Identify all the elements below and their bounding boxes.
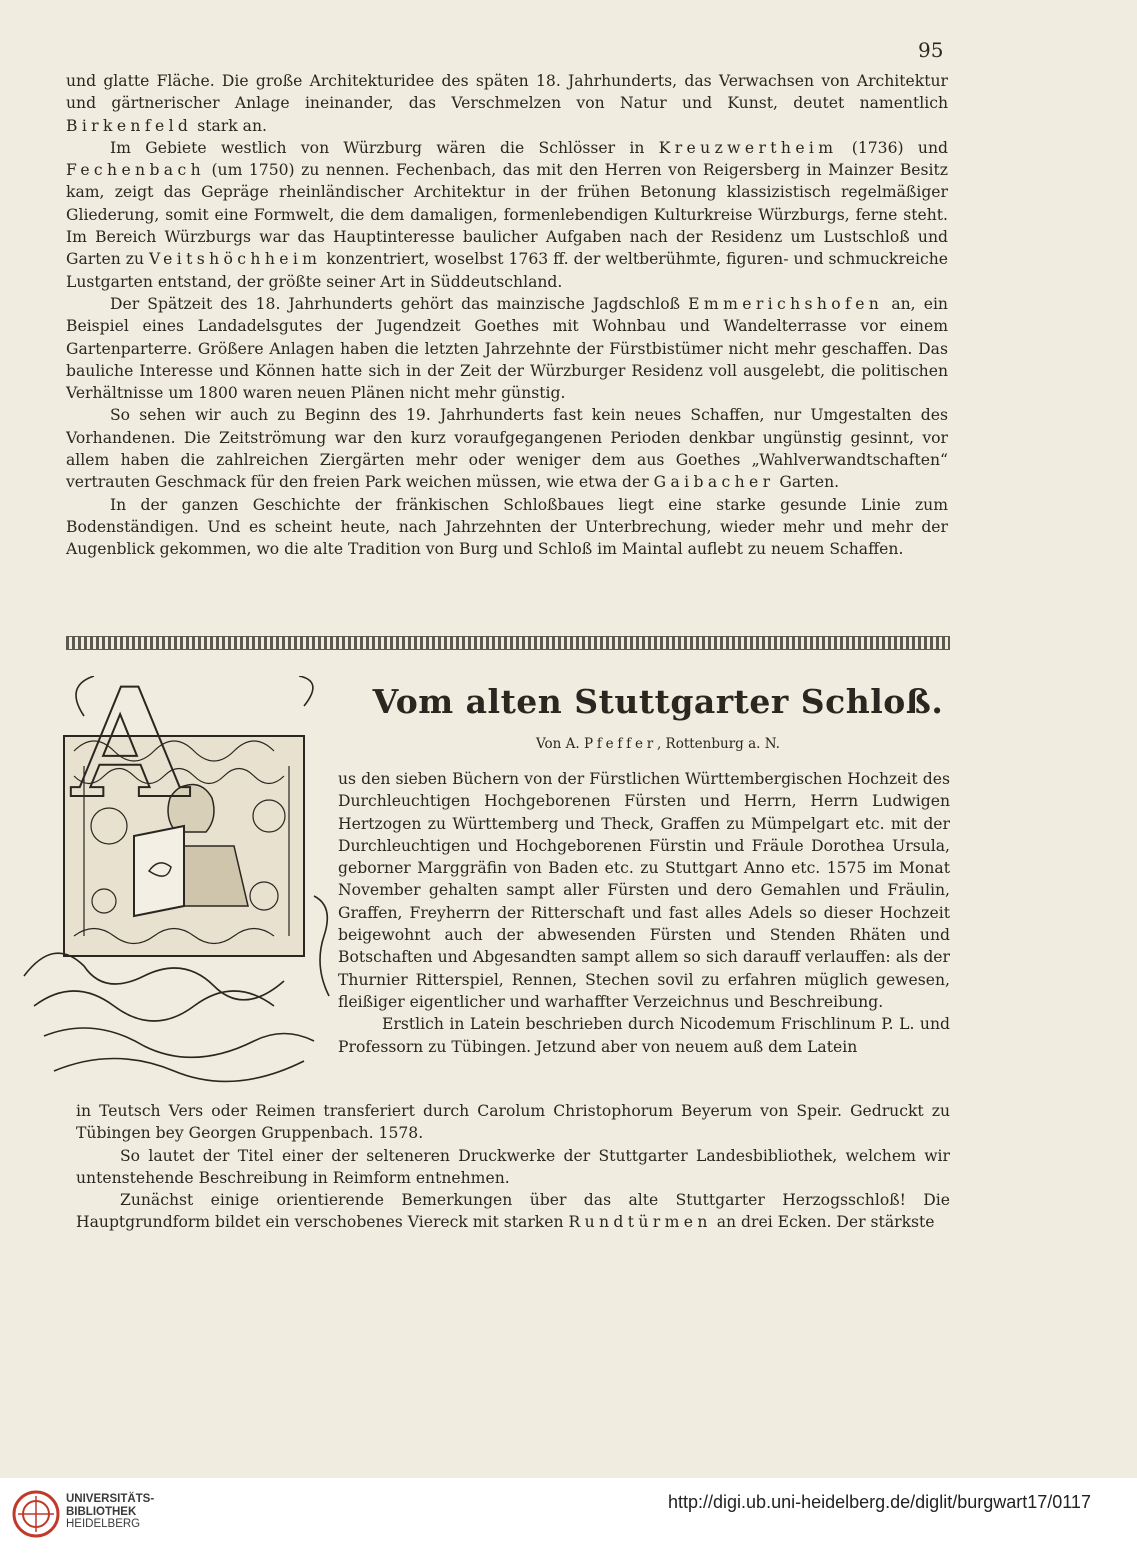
university-seal-icon [12, 1490, 60, 1538]
source-url-link[interactable]: http://digi.ub.uni-heidelberg.de/diglit/burgwart17/0117 [668, 1492, 1091, 1512]
text-column-beside-initial [338, 768, 950, 1058]
drop-initial-letter: A [72, 676, 189, 832]
paragraph: und glatte Fläche. Die große Architekturidee des späten 18. Jahrhunderts, das Verwachsen von Architektur und gärtnerischer Anlage ineinander, das Verschmelzen von Natur und Kunst, deutet namentlich Birkenfeld stark an. [66, 72, 948, 135]
paragraph: In der ganzen Geschichte der fränkischen Schloßbaues liegt eine starke gesunde Linie zum Bodenständigen. Und es scheint heute, nach Jahrzehnten der Unterbrechung, wieder mehr und mehr der Augenblick gekommen, wo die alte Tradition von Burg und Schloß im Maintal auflebt zu neuem Schaffen. [66, 495, 948, 559]
viewer-footer [0, 1478, 1137, 1559]
ornamental-divider [66, 636, 950, 650]
spaced-name: Fechenbach [66, 161, 205, 180]
paragraph: So sehen wir auch zu Beginn des 19. Jahrhunderts fast kein neues Schaffen, nur Umgestalten des Vorhandenen. Die Zeitströmung war den kurz voraufgegangenen Perioden denkbar ungünstig gesinnt, vor allem haben die zahlreichen Ziergärten mehr oder weniger dem aus Goethes „Wahlverwandtschaften“ vertrauten Geschmack für den freien Park weichen müssen, wie etwa der Gaibacher Garten. [66, 406, 948, 492]
text-column-bottom [76, 1100, 950, 1234]
paragraph: in Teutsch Vers oder Reimen transferiert durch Carolum Christophorum Beyerum von Speir. Gedruckt zu Tübingen bey Georgen Gruppenbach. 1578. [76, 1102, 950, 1143]
text-column-top [66, 70, 948, 561]
paragraph: us den sieben Büchern von der Fürstlichen Württembergischen Hochzeit des Durchleuchtigen Hochgeborenen Fürsten und Herrn, Herrn Ludwigen Hertzogen zu Württemberg und Theck, Graffen zu Mümpelgart etc. mit der Durchleuchtigen und Hochgeborenen Fürstin und Fräule Dorothea Ursula, geborner Marggräfin von Baden etc. zu Stuttgart Anno etc. 1575 im Monat November gehalten sampt aller Fürsten und dero Gemahlen und Fräulin, Graffen, Freyherrn der Ritterschaft und fast alles Adels so dieser Hochzeit beigewohnt auch der abwesenden Fürsten und Stenden Rhäten und Botschaften und Abgesandten sampt allem so sich darauff verlauffen: als der Thurnier Ritterspiel, Rennen, Stechen sovil zu erfahren müglich gewesen, fleißiger eigentlicher und warhaffter Verzeichnus und Beschreibung. [338, 770, 950, 1011]
article-byline: Von A. Pfeffer, Rottenburg a. N. [536, 736, 780, 752]
paragraph: Erstlich in Latein beschrieben durch Nicodemum Frischlinum P. L. und Professorn zu Tübingen. Jetzund aber von neuem auß dem Latein [338, 1015, 950, 1056]
paragraph: Der Spätzeit des 18. Jahrhunderts gehört das mainzische Jagdschloß Emmerichshofen an, ein Beispiel eines Landadelsgutes der Jugendzeit Goethes mit Wohnbau und Wandelterrasse vor einem Gartenparterre. Größere Anlagen haben die letzten Jahrzehnte der Fürstbistümer nicht mehr geschaffen. Das bauliche Interesse und Können hatte sich in der Zeit der Würzburger Residenz voll ausgelebt, die politischen Verhältnisse um 1800 waren neuen Plänen nicht mehr günstig. [66, 294, 948, 403]
paragraph: So lautet der Titel einer der selteneren Druckwerke der Stuttgarter Landesbibliothek, welchem wir untenstehende Beschreibung in Reimform entnehmen. [76, 1146, 950, 1187]
spaced-name: Gaibacher [653, 473, 775, 492]
spaced-name: Birkenfeld [66, 116, 193, 135]
ornamental-initial-illustration [14, 676, 330, 1086]
paragraph: Zunächst einige orientierende Bemerkungen über das alte Stuttgarter Herzogsschloß! Die Hauptgrundform bildet ein verschobenes Viereck mit starken Rundtürmen an drei Ecken. Der stärkste [76, 1191, 950, 1232]
spaced-name: Rundtürmen [568, 1213, 712, 1232]
spaced-name: Pfeffer [583, 736, 657, 752]
article-title: Vom alten Stuttgarter Schloß. [372, 682, 944, 721]
page-number: 95 [918, 38, 944, 62]
spaced-name: Veitshöchheim [148, 250, 322, 269]
paragraph: Im Gebiete westlich von Würzburg wären die Schlösser in Kreuzwertheim (1736) und Fechenbach (um 1750) zu nennen. Fechenbach, das mit den Herren von Reigersberg in Mainzer Besitz kam, zeigt das Gepräge rheinländischer Architektur in der frühen Betonung klassizistisch regelmäßiger Gliederung, somit eine Formwelt, die dem damaligen, formenlebendigen Kulturkreise Würzburgs, ferne steht. Im Bereich Würzburgs war das Hauptinteresse baulicher Aufgaben nach der Residenz um Lustschloß und Garten zu Veitshöchheim konzentriert, woselbst 1763 ff. der weltberühmte, figuren- und schmuckreiche Lustgarten entstand, der größte seiner Art in Süddeutschland. [66, 138, 948, 291]
spaced-name: Emmerichshofen [688, 294, 884, 313]
spaced-name: Kreuzwertheim [658, 138, 838, 157]
library-name: UNIVERSITÄTS- BIBLIOTHEK HEIDELBERG [66, 1493, 155, 1530]
